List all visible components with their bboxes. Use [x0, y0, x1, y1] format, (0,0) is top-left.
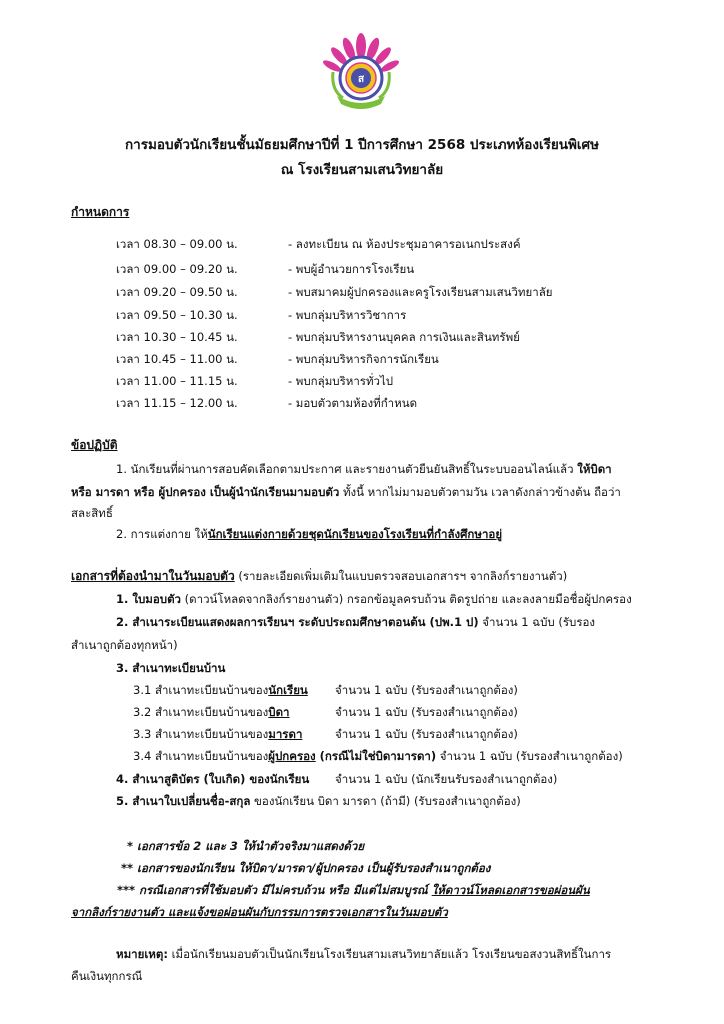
schedule-activity: - พบสมาคมผู้ปกครองและครูโรงเรียนสามเสนวิทยาลัย: [288, 285, 553, 299]
schedule-time: เวลา 09.20 – 09.50 น.: [116, 285, 238, 299]
schedule-time: เวลา 11.00 – 11.15 น.: [116, 374, 238, 388]
document-item-3-4: 3.4 สำเนาทะเบียนบ้านของผู้ปกครอง (กรณีไม่ใช่บิดามารดา) จำนวน 1 ฉบับ (รับรองสำเนาถูกต้อง): [133, 749, 623, 763]
schedule-time: เวลา 11.15 – 12.00 น.: [116, 396, 238, 410]
documents-heading-line: เอกสารที่ต้องนำมาในวันมอบตัว (รายละเอียดเพิ่มเติมในแบบตรวจสอบเอกสารฯ จากลิงก์รายงานตัว): [71, 569, 568, 583]
schedule-activity: - ลงทะเบียน ณ ห้องประชุมอาคารอเนกประสงค์: [288, 237, 521, 251]
schedule-activity: - พบกลุ่มบริหารทั่วไป: [288, 374, 394, 388]
schedule-activity: - พบกลุ่มบริหารงานบุคคล การเงินและสินทรัพย์: [288, 330, 520, 344]
schedule-time: เวลา 10.45 – 11.00 น.: [116, 352, 238, 366]
note-3-line-1: *** กรณีเอกสารที่ใช้มอบตัว มีไม่ครบถ้วน หรือ มีแต่ไม่สมบูรณ์ ให้ดาวน์โหลดเอกสารขอผ่อนผัน: [117, 883, 590, 897]
document-item-3: 3. สำเนาทะเบียนบ้าน: [116, 661, 226, 675]
schedule-activity: - พบผู้อำนวยการโรงเรียน: [288, 262, 415, 276]
note-1: * เอกสารข้อ 2 และ 3 ให้นำตัวจริงมาแสดงด้วย: [127, 839, 365, 853]
note-2: ** เอกสารของนักเรียน ให้บิดา/มารดา/ผู้ปกครอง เป็นผู้รับรองสำเนาถูกต้อง: [121, 861, 491, 875]
schedule-heading: กำหนดการ: [71, 205, 130, 219]
document-title: การมอบตัวนักเรียนชั้นมัธยมศึกษาปีที่ 1 ปีการศึกษา 2568 ประเภทห้องเรียนพิเศษ: [125, 137, 599, 153]
document-item-3-1: 3.1 สำเนาทะเบียนบ้านของนักเรียน: [133, 683, 308, 697]
document-item-3-1-note: จำนวน 1 ฉบับ (รับรองสำเนาถูกต้อง): [335, 683, 518, 697]
rule-2: 2. การแต่งกาย ให้นักเรียนแต่งกายด้วยชุดนักเรียนของโรงเรียนที่กำลังศึกษาอยู่: [116, 527, 503, 541]
schedule-time: เวลา 10.30 – 10.45 น.: [116, 330, 238, 344]
document-item-4: 4. สำเนาสูติบัตร (ใบเกิด) ของนักเรียน: [116, 772, 310, 786]
document-item-4-note: จำนวน 1 ฉบับ (นักเรียนรับรองสำเนาถูกต้อง): [335, 772, 558, 786]
note-3-line-2: จากลิงก์รายงานตัว และแจ้งขอผ่อนผันกับกรรมการตรวจเอกสารในวันมอบตัว: [71, 905, 448, 919]
remark-line-2: คืนเงินทุกกรณี: [71, 969, 143, 983]
rule-1-line-3: สละสิทธิ์: [71, 506, 113, 520]
document-item-1: 1. ใบมอบตัว (ดาวน์โหลดจากลิงก์รายงานตัว) กรอกข้อมูลครบถ้วน ติดรูปถ่าย และลงลายมือชื่อผู้ปกครอง: [116, 592, 632, 606]
schedule-time: เวลา 08.30 – 09.00 น.: [116, 237, 238, 251]
schedule-activity: - พบกลุ่มบริหารกิจการนักเรียน: [288, 352, 439, 366]
document-item-5: 5. สำเนาใบเปลี่ยนชื่อ-สกุล ของนักเรียน บิดา มารดา (ถ้ามี) (รับรองสำเนาถูกต้อง): [116, 794, 521, 808]
document-item-3-3: 3.3 สำเนาทะเบียนบ้านของมารดา: [133, 727, 303, 741]
document-item-2: 2. สำเนาระเบียนแสดงผลการเรียนฯ ระดับประถมศึกษาตอนต้น (ปพ.1 ป) จำนวน 1 ฉบับ (รับรอง: [116, 615, 596, 629]
document-subtitle: ณ โรงเรียนสามเสนวิทยาลัย: [280, 162, 444, 178]
svg-text:ส: ส: [357, 74, 365, 85]
rule-1-line-2: หรือ มารดา หรือ ผู้ปกครอง เป็นผู้นำนักเรียนมามอบตัว ทั้งนี้ หากไม่มามอบตัวตามวัน เวลาดังกล่าวข้างต้น ถือว่า: [71, 485, 621, 499]
schedule-activity: - พบกลุ่มบริหารวิชาการ: [288, 308, 407, 322]
rules-heading: ข้อปฏิบัติ: [71, 438, 118, 452]
schedule-time: เวลา 09.50 – 10.30 น.: [116, 308, 238, 322]
school-emblem-icon: [321, 32, 401, 114]
document-item-3-2: 3.2 สำเนาทะเบียนบ้านของบิดา: [133, 705, 290, 719]
document-item-2-cont: สำเนาถูกต้องทุกหน้า): [71, 638, 178, 652]
schedule-activity: - มอบตัวตามห้องที่กำหนด: [288, 396, 418, 410]
document-item-3-3-note: จำนวน 1 ฉบับ (รับรองสำเนาถูกต้อง): [335, 727, 518, 741]
rule-1-line-1: 1. นักเรียนที่ผ่านการสอบคัดเลือกตามประกาศ และรายงานตัวยืนยันสิทธิ์ในระบบออนไลน์แล้ว ให้บิดา: [116, 462, 612, 476]
schedule-time: เวลา 09.00 – 09.20 น.: [116, 262, 238, 276]
remark-line-1: หมายเหตุ: เมื่อนักเรียนมอบตัวเป็นนักเรียนโรงเรียนสามเสนวิทยาลัยแล้ว โรงเรียนขอสงวนสิทธิ์ในการ: [116, 947, 612, 961]
document-item-3-2-note: จำนวน 1 ฉบับ (รับรองสำเนาถูกต้อง): [335, 705, 518, 719]
